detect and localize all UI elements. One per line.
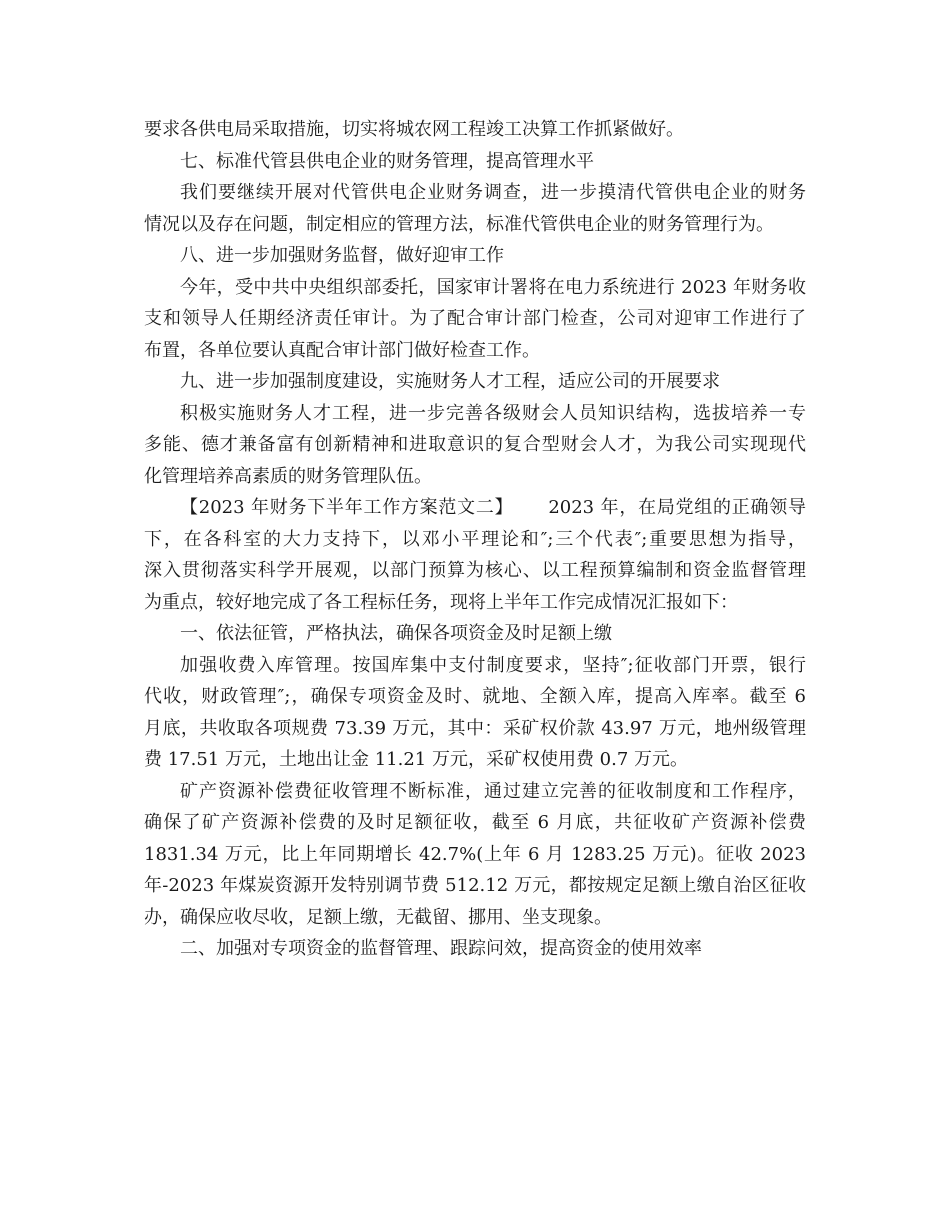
paragraph [144,114,806,146]
text-line: 情况以及存在问题，制定相应的管理方法，标准代管供电企业的财务管理行为。 [144,213,774,235]
text-line: 九、进一步加强制度建设，实施财务人才工程，适应公司的开展要求 [180,371,720,392]
text-line: 八、进一步加强财务监督，做好迎审工作 [180,245,504,266]
section-heading [144,146,806,178]
text-line: 【2023 年财务下半年工作方案范文二】 2023 年，在局党组的正确领导 [180,497,806,518]
text-line: 布置，各单位要认真配合审计部门做好检查工作。 [144,339,540,361]
text-line: 今年，受中共中央组织部委托，国家审计署将在电力系统进行 2023 年财务收 [180,276,806,298]
paragraph [144,398,806,493]
paragraph [144,177,806,240]
section-heading [144,240,806,272]
section-heading [144,933,806,965]
text-line: 1831.34 万元，比上年同期增长 42.7%(上年 6 月 1283.25 万元)。征收 2023 [144,843,806,865]
text-line: 办，确保应收尽收，足额上缴，无截留、挪用、坐支现象。 [144,906,612,928]
text-line: 一、依法征管，严格执法，确保各项资金及时足额上缴 [180,623,612,644]
text-line: 我们要继续开展对代管供电企业财务调查，进一步摸清代管供电企业的财务 [180,182,806,203]
text-line: 二、加强对专项资金的监督管理、跟踪问效，提高资金的使用效率 [180,938,702,959]
text-line: 多能、德才兼备富有创新精神和进取意识的复合型财会人才，为我公司实现现代 [144,434,806,455]
section-heading [144,366,806,398]
text-line: 积极实施财务人才工程，进一步完善各级财会人员知识结构，选拔培养一专 [180,402,806,424]
text-line: 支和领导人任期经济责任审计。为了配合审计部门检查，公司对迎审工作进行了 [144,308,806,329]
text-line: 为重点，较好地完成了各工程标任务，现将上半年工作完成情况汇报如下： [144,591,738,613]
text-line: 七、标准代管县供电企业的财务管理，提高管理水平 [180,150,594,172]
text-line: 年-2023 年煤炭资源开发特别调节费 512.12 万元，都按规定足额上缴自治区征收 [144,875,806,896]
section-heading [144,618,806,650]
paragraph [144,650,806,776]
text-line: 加强收费入库管理。按国库集中支付制度要求，坚持″;征收部门开票，银行 [180,654,806,676]
text-line: 要求各供电局采取措施，切实将城农网工程竣工决算工作抓紧做好。 [144,119,684,140]
text-line: 深入贯彻落实科学开展观，以部门预算为核心、以工程预算编制和资金监督管理 [144,560,806,581]
text-line: 确保了矿产资源补偿费的及时足额征收，截至 6 月底，共征收矿产资源补偿费 [144,812,806,833]
text-line: 代收，财政管理″;，确保专项资金及时、就地、全额入库，提高入库率。截至 6 [144,686,806,707]
text-line: 矿产资源补偿费征收管理不断标准，通过建立完善的征收制度和工作程序， [180,780,806,802]
document-body [144,114,806,965]
paragraph [144,776,806,934]
text-line: 下，在各科室的大力支持下，以邓小平理论和″;三个代表″;重要思想为指导， [144,528,806,550]
text-line: 月底，共收取各项规费 73.39 万元，其中：采矿权价款 43.97 万元，地州级管理 [144,717,806,739]
paragraph [144,272,806,367]
text-line: 化管理培养高素质的财务管理队伍。 [144,465,432,487]
paragraph [144,492,806,618]
text-line: 费 17.51 万元，土地出让金 11.21 万元，采矿权使用费 0.7 万元。 [144,749,689,770]
